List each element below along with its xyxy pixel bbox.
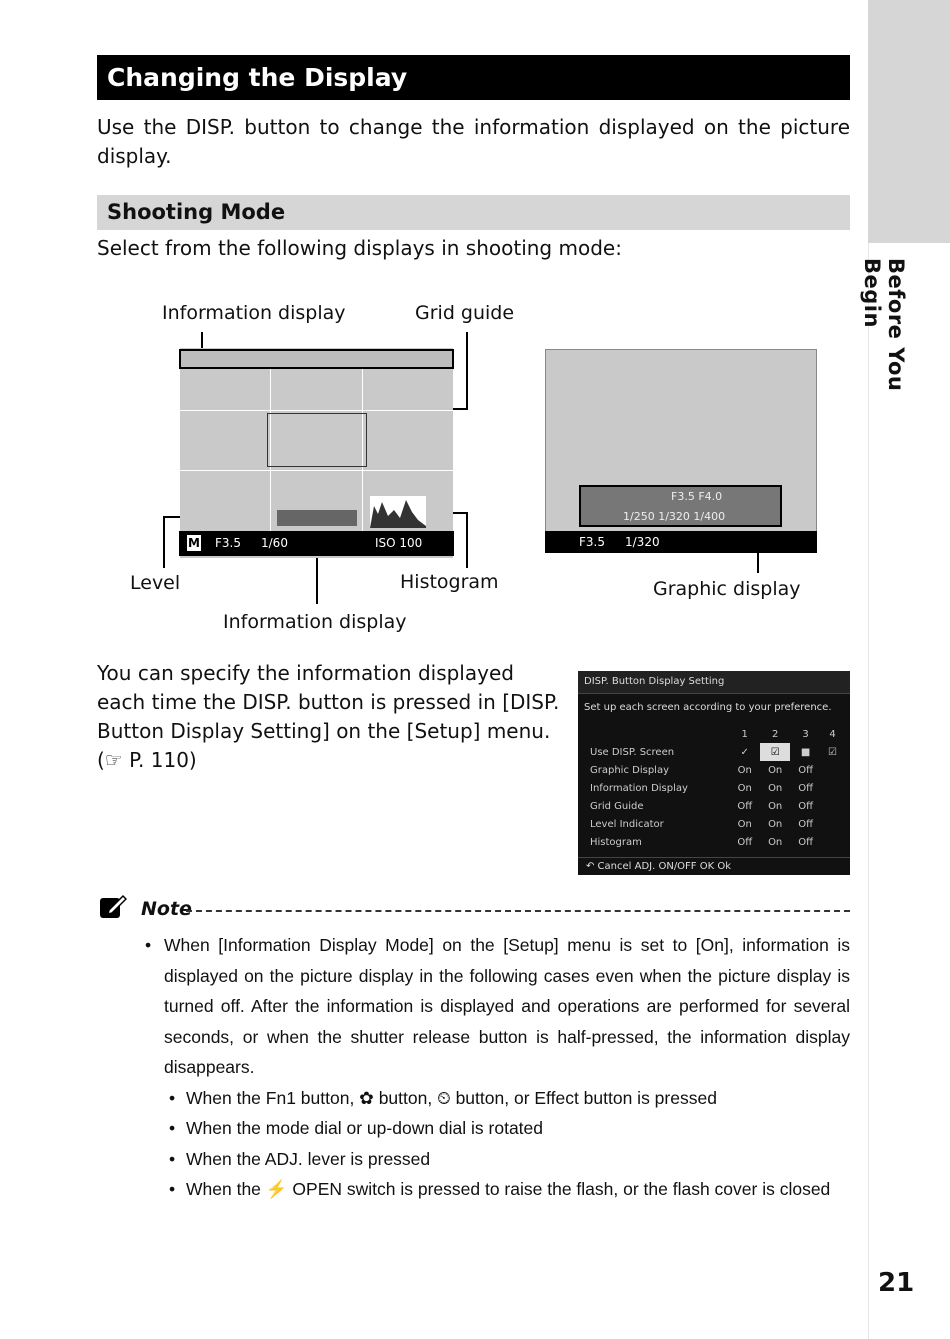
af-frame xyxy=(267,413,367,467)
menu-cell: On xyxy=(737,764,752,776)
histogram-graph xyxy=(370,496,426,528)
menu-subtitle: Set up each screen according to your preference. xyxy=(584,702,832,713)
iso-value: ISO 100 xyxy=(375,536,423,550)
subsection-intro: Select from the following displays in shooting mode: xyxy=(97,236,622,260)
leader-line xyxy=(163,516,165,568)
shutter-value: 1/320 xyxy=(625,535,660,549)
menu-row-label: Level Indicator xyxy=(590,818,664,830)
callout-level: Level xyxy=(130,572,181,594)
disp-setting-menu xyxy=(578,671,850,875)
menu-footer: ↶ Cancel ADJ. ON/OFF OK Ok xyxy=(578,857,850,875)
callout-histogram: Histogram xyxy=(400,571,499,593)
section-title: Changing the Display xyxy=(97,55,850,100)
note-divider xyxy=(186,910,850,912)
menu-cell: Off xyxy=(737,800,753,812)
callout-info-top: Information display xyxy=(162,302,346,324)
note-title: Note xyxy=(141,898,192,920)
menu-cell: ☑ xyxy=(828,746,837,758)
menu-row xyxy=(586,815,844,833)
spec-paragraph: You can specify the information displayed each time the DISP. button is pressed in [DISP. Button Display Setting] on the [Setup] menu. (☞ P. 110) xyxy=(97,661,560,772)
menu-cell: Off xyxy=(798,782,813,794)
leader-line xyxy=(316,556,318,604)
grid-line xyxy=(180,410,453,411)
aperture-value: F3.5 xyxy=(215,536,241,550)
graphic-aperture-scale: F3.5 F4.0 xyxy=(671,490,723,503)
shutter-value: 1/60 xyxy=(261,536,288,550)
menu-row xyxy=(586,761,844,779)
menu-cell: ■ xyxy=(800,746,811,758)
menu-cell: ✓ xyxy=(740,746,749,758)
menu-row-label: Grid Guide xyxy=(590,800,644,812)
subsection-title: Shooting Mode xyxy=(97,195,850,230)
note-main-bullet: • When [Information Display Mode] on the [Setup] menu is set to [On], information is displayed on the picture display in the following cases even when the picture display is turned off. After the information is displayed and operations are performed for several seconds, or when the shutter release button is half-pressed, the information display disappears. xyxy=(145,930,850,1083)
menu-row-label: Histogram xyxy=(590,836,642,848)
intro-paragraph: Use the DISP. button to change the information displayed on the picture display. xyxy=(97,115,850,168)
menu-cell: Off xyxy=(798,764,813,776)
menu-cell xyxy=(821,815,844,833)
note-sub-bullet: • When the Fn1 button, ✿ button, ⏲ button, or Effect button is pressed xyxy=(145,1083,850,1114)
menu-cell: On xyxy=(768,800,783,812)
menu-cell: Off xyxy=(798,800,813,812)
note-sub-bullet: • When the ⚡ OPEN switch is pressed to raise the flash, or the flash cover is closed xyxy=(145,1174,850,1205)
menu-cell: On xyxy=(768,764,783,776)
leader-line xyxy=(466,332,468,410)
menu-table xyxy=(586,725,844,851)
menu-row-label: Graphic Display xyxy=(590,764,669,776)
note-sub-bullet: • When the ADJ. lever is pressed xyxy=(145,1144,850,1175)
menu-cell: On xyxy=(737,782,752,794)
menu-cell: ☑ xyxy=(760,743,790,761)
aperture-value: F3.5 xyxy=(579,535,605,549)
menu-cell: On xyxy=(737,818,752,830)
chapter-label: Before You Begin xyxy=(860,258,908,392)
callout-grid-guide: Grid guide xyxy=(415,302,515,324)
level-indicator xyxy=(277,510,357,526)
menu-col-header: 2 xyxy=(771,728,779,740)
menu-cell: Off xyxy=(798,836,813,848)
menu-row-label: Use DISP. Screen xyxy=(590,746,675,758)
grid-line xyxy=(180,470,453,471)
menu-cell: On xyxy=(768,818,783,830)
menu-row xyxy=(586,743,844,761)
note-pencil-icon xyxy=(97,892,127,922)
menu-cell xyxy=(821,833,844,851)
menu-col-header: 3 xyxy=(802,728,809,740)
menu-col-header xyxy=(586,725,729,743)
menu-row xyxy=(586,797,844,815)
screen1-top-info-bar xyxy=(179,349,454,369)
menu-cell: Off xyxy=(737,836,753,848)
graphic-dial-box xyxy=(579,485,782,527)
screen2-bottom-info-bar xyxy=(545,531,817,553)
menu-row xyxy=(586,833,844,851)
note-sub-bullet: • When the mode dial or up-down dial is rotated xyxy=(145,1113,850,1144)
menu-cell: On xyxy=(768,782,783,794)
sidebar-top-tab xyxy=(868,0,950,243)
menu-row xyxy=(586,779,844,797)
mode-indicator: M xyxy=(188,536,200,550)
menu-cell: On xyxy=(768,836,783,848)
menu-cell xyxy=(821,761,844,779)
menu-col-header: 1 xyxy=(741,728,748,740)
menu-cell: Off xyxy=(798,818,813,830)
graphic-shutter-scale: 1/250 1/320 1/400 xyxy=(623,510,726,523)
callout-graphic: Graphic display xyxy=(653,578,801,600)
menu-title: DISP. Button Display Setting xyxy=(578,671,850,694)
screen1-bottom-info-bar xyxy=(179,531,454,556)
menu-row-label: Information Display xyxy=(590,782,688,794)
menu-col-header: 4 xyxy=(829,728,836,740)
callout-info-bottom: Information display xyxy=(223,611,407,633)
menu-cell xyxy=(821,779,844,797)
menu-cell xyxy=(821,797,844,815)
note-body xyxy=(145,930,850,1205)
page-number: 21 xyxy=(878,1268,915,1298)
leader-line xyxy=(466,512,468,568)
